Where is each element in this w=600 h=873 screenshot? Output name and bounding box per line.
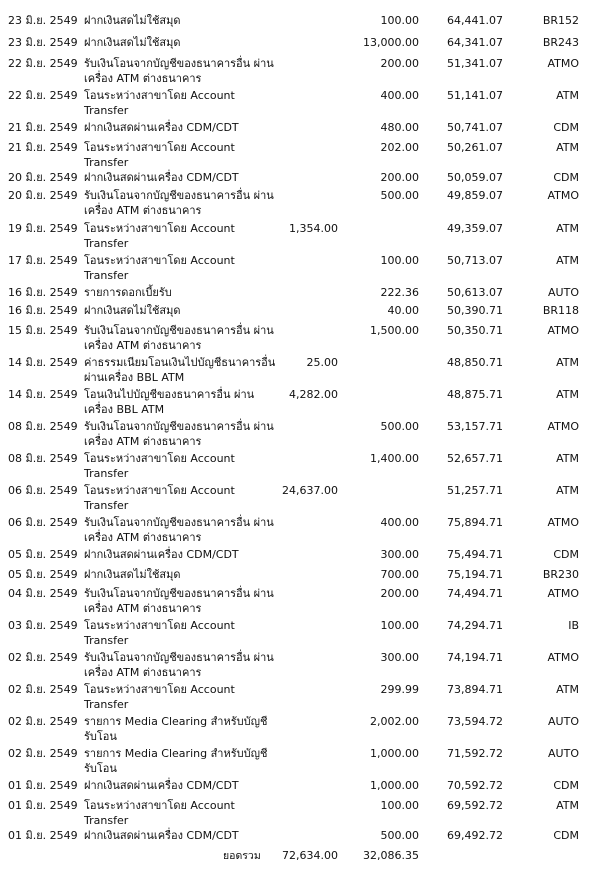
- credit-cell: 700.00: [380, 568, 419, 581]
- description-line-2: Transfer: [84, 814, 129, 827]
- debit-cell: 24,637.00: [282, 484, 338, 497]
- channel-cell: AUTO: [548, 715, 579, 728]
- debit-cell: 25.00: [306, 356, 338, 369]
- channel-cell: CDM: [553, 829, 579, 842]
- description-line-2: เครื่อง BBL ATM: [84, 403, 165, 416]
- date-cell: 19 มิ.ย. 2549: [8, 222, 78, 235]
- balance-cell: 51,141.07: [447, 89, 503, 102]
- channel-cell: ATMO: [547, 324, 579, 337]
- description-line-2: รับโอน: [84, 730, 117, 743]
- channel-cell: BR152: [542, 14, 579, 27]
- balance-cell: 50,390.71: [447, 304, 503, 317]
- description-line-2: Transfer: [84, 104, 129, 117]
- balance-cell: 74,194.71: [447, 651, 503, 664]
- credit-cell: 299.99: [380, 683, 419, 696]
- date-cell: 23 มิ.ย. 2549: [8, 36, 78, 49]
- date-cell: 21 มิ.ย. 2549: [8, 141, 78, 154]
- description-line-1: รับเงินโอนจากบัญชีของธนาคารอื่น ผ่าน: [84, 420, 274, 433]
- credit-cell: 1,000.00: [370, 747, 419, 760]
- balance-cell: 48,875.71: [447, 388, 503, 401]
- channel-cell: CDM: [553, 121, 579, 134]
- credit-cell: 13,000.00: [363, 36, 419, 49]
- description-line-2: รับโอน: [84, 762, 117, 775]
- description-line-1: โอนระหว่างสาขาโดย Account: [84, 619, 235, 632]
- date-cell: 08 มิ.ย. 2549: [8, 420, 78, 433]
- date-cell: 01 มิ.ย. 2549: [8, 829, 78, 842]
- credit-cell: 100.00: [380, 254, 419, 267]
- description-line-1: ฝากเงินสดผ่านเครื่อง CDM/CDT: [84, 121, 239, 134]
- date-cell: 16 มิ.ย. 2549: [8, 304, 78, 317]
- totals-debit: 72,634.00: [282, 849, 338, 862]
- channel-cell: ATMO: [547, 57, 579, 70]
- date-cell: 20 มิ.ย. 2549: [8, 189, 78, 202]
- description-line-1: รายการดอกเบี้ยรับ: [84, 286, 172, 299]
- credit-cell: 1,500.00: [370, 324, 419, 337]
- balance-cell: 50,261.07: [447, 141, 503, 154]
- credit-cell: 400.00: [380, 89, 419, 102]
- credit-cell: 200.00: [380, 57, 419, 70]
- description-line-2: Transfer: [84, 467, 129, 480]
- date-cell: 17 มิ.ย. 2549: [8, 254, 78, 267]
- date-cell: 15 มิ.ย. 2549: [8, 324, 78, 337]
- channel-cell: BR243: [542, 36, 579, 49]
- date-cell: 03 มิ.ย. 2549: [8, 619, 78, 632]
- credit-cell: 200.00: [380, 171, 419, 184]
- balance-cell: 51,341.07: [447, 57, 503, 70]
- description-line-1: รายการ Media Clearing สำหรับบัญชี: [84, 747, 268, 760]
- credit-cell: 480.00: [380, 121, 419, 134]
- balance-cell: 69,592.72: [447, 799, 503, 812]
- balance-cell: 49,359.07: [447, 222, 503, 235]
- channel-cell: IB: [568, 619, 579, 632]
- description-line-1: ฝากเงินสดไม่ใช้สมุด: [84, 36, 181, 49]
- credit-cell: 2,002.00: [370, 715, 419, 728]
- balance-cell: 50,741.07: [447, 121, 503, 134]
- balance-cell: 69,492.72: [447, 829, 503, 842]
- channel-cell: ATM: [556, 683, 579, 696]
- date-cell: 08 มิ.ย. 2549: [8, 452, 78, 465]
- channel-cell: ATMO: [547, 651, 579, 664]
- credit-cell: 222.36: [380, 286, 419, 299]
- description-line-1: รับเงินโอนจากบัญชีของธนาคารอื่น ผ่าน: [84, 587, 274, 600]
- description-line-1: ฝากเงินสดผ่านเครื่อง CDM/CDT: [84, 548, 239, 561]
- balance-cell: 52,657.71: [447, 452, 503, 465]
- balance-cell: 51,257.71: [447, 484, 503, 497]
- channel-cell: ATM: [556, 799, 579, 812]
- balance-cell: 71,592.72: [447, 747, 503, 760]
- description-line-1: โอนระหว่างสาขาโดย Account: [84, 683, 235, 696]
- description-line-1: โอนระหว่างสาขาโดย Account: [84, 222, 235, 235]
- description-line-1: ฝากเงินสดผ่านเครื่อง CDM/CDT: [84, 829, 239, 842]
- totals-label: ยอดรวม: [223, 850, 261, 862]
- description-line-1: ฝากเงินสดไม่ใช้สมุด: [84, 304, 181, 317]
- date-cell: 14 มิ.ย. 2549: [8, 356, 78, 369]
- channel-cell: ATMO: [547, 516, 579, 529]
- date-cell: 04 มิ.ย. 2549: [8, 587, 78, 600]
- date-cell: 21 มิ.ย. 2549: [8, 121, 78, 134]
- debit-cell: 1,354.00: [289, 222, 338, 235]
- channel-cell: ATM: [556, 141, 579, 154]
- channel-cell: ATM: [556, 484, 579, 497]
- credit-cell: 100.00: [380, 14, 419, 27]
- credit-cell: 200.00: [380, 587, 419, 600]
- description-line-1: รับเงินโอนจากบัญชีของธนาคารอื่น ผ่าน: [84, 651, 274, 664]
- totals-credit: 32,086.35: [363, 849, 419, 862]
- channel-cell: ATM: [556, 452, 579, 465]
- description-line-1: โอนระหว่างสาขาโดย Account: [84, 452, 235, 465]
- balance-cell: 50,713.07: [447, 254, 503, 267]
- description-line-1: รับเงินโอนจากบัญชีของธนาคารอื่น ผ่าน: [84, 57, 274, 70]
- description-line-1: โอนระหว่างสาขาโดย Account: [84, 254, 235, 267]
- balance-cell: 48,850.71: [447, 356, 503, 369]
- date-cell: 05 มิ.ย. 2549: [8, 568, 78, 581]
- credit-cell: 40.00: [387, 304, 419, 317]
- description-line-2: เครื่อง ATM ต่างธนาคาร: [84, 204, 202, 217]
- channel-cell: CDM: [553, 779, 579, 792]
- description-line-1: โอนระหว่างสาขาโดย Account: [84, 89, 235, 102]
- description-line-1: ค่าธรรมเนียมโอนเงินไปบัญชีธนาคารอื่น: [84, 356, 276, 369]
- date-cell: 02 มิ.ย. 2549: [8, 747, 78, 760]
- date-cell: 02 มิ.ย. 2549: [8, 683, 78, 696]
- credit-cell: 400.00: [380, 516, 419, 529]
- channel-cell: CDM: [553, 171, 579, 184]
- channel-cell: BR118: [542, 304, 579, 317]
- description-line-2: Transfer: [84, 499, 129, 512]
- credit-cell: 100.00: [380, 619, 419, 632]
- date-cell: 14 มิ.ย. 2549: [8, 388, 78, 401]
- credit-cell: 1,400.00: [370, 452, 419, 465]
- description-line-1: รับเงินโอนจากบัญชีของธนาคารอื่น ผ่าน: [84, 324, 274, 337]
- credit-cell: 100.00: [380, 799, 419, 812]
- debit-cell: 4,282.00: [289, 388, 338, 401]
- date-cell: 05 มิ.ย. 2549: [8, 548, 78, 561]
- description-line-2: เครื่อง ATM ต่างธนาคาร: [84, 72, 202, 85]
- date-cell: 01 มิ.ย. 2549: [8, 799, 78, 812]
- balance-cell: 73,894.71: [447, 683, 503, 696]
- date-cell: 23 มิ.ย. 2549: [8, 14, 78, 27]
- description-line-1: โอนเงินไปบัญชีของธนาคารอื่น ผ่าน: [84, 388, 255, 401]
- date-cell: 06 มิ.ย. 2549: [8, 484, 78, 497]
- description-line-2: เครื่อง ATM ต่างธนาคาร: [84, 435, 202, 448]
- date-cell: 22 มิ.ย. 2549: [8, 57, 78, 70]
- channel-cell: ATM: [556, 254, 579, 267]
- description-line-1: ฝากเงินสดผ่านเครื่อง CDM/CDT: [84, 171, 239, 184]
- date-cell: 16 มิ.ย. 2549: [8, 286, 78, 299]
- channel-cell: ATMO: [547, 189, 579, 202]
- description-line-1: ฝากเงินสดไม่ใช้สมุด: [84, 568, 181, 581]
- description-line-2: เครื่อง ATM ต่างธนาคาร: [84, 531, 202, 544]
- description-line-2: Transfer: [84, 698, 129, 711]
- balance-cell: 64,341.07: [447, 36, 503, 49]
- channel-cell: CDM: [553, 548, 579, 561]
- balance-cell: 74,294.71: [447, 619, 503, 632]
- channel-cell: AUTO: [548, 747, 579, 760]
- description-line-1: ฝากเงินสดผ่านเครื่อง CDM/CDT: [84, 779, 239, 792]
- description-line-2: ผ่านเครื่อง BBL ATM: [84, 371, 185, 384]
- balance-cell: 50,059.07: [447, 171, 503, 184]
- balance-cell: 75,494.71: [447, 548, 503, 561]
- credit-cell: 202.00: [380, 141, 419, 154]
- balance-cell: 49,859.07: [447, 189, 503, 202]
- description-line-2: เครื่อง ATM ต่างธนาคาร: [84, 602, 202, 615]
- channel-cell: ATM: [556, 89, 579, 102]
- date-cell: 06 มิ.ย. 2549: [8, 516, 78, 529]
- date-cell: 01 มิ.ย. 2549: [8, 779, 78, 792]
- credit-cell: 500.00: [380, 829, 419, 842]
- balance-cell: 64,441.07: [447, 14, 503, 27]
- balance-cell: 73,594.72: [447, 715, 503, 728]
- description-line-1: รายการ Media Clearing สำหรับบัญชี: [84, 715, 268, 728]
- balance-cell: 75,194.71: [447, 568, 503, 581]
- description-line-2: เครื่อง ATM ต่างธนาคาร: [84, 339, 202, 352]
- channel-cell: ATM: [556, 388, 579, 401]
- credit-cell: 300.00: [380, 548, 419, 561]
- channel-cell: BR230: [542, 568, 579, 581]
- credit-cell: 1,000.00: [370, 779, 419, 792]
- description-line-2: เครื่อง ATM ต่างธนาคาร: [84, 666, 202, 679]
- balance-cell: 50,350.71: [447, 324, 503, 337]
- credit-cell: 500.00: [380, 420, 419, 433]
- description-line-1: โอนระหว่างสาขาโดย Account: [84, 799, 235, 812]
- channel-cell: ATMO: [547, 587, 579, 600]
- description-line-1: รับเงินโอนจากบัญชีของธนาคารอื่น ผ่าน: [84, 189, 274, 202]
- channel-cell: ATMO: [547, 420, 579, 433]
- balance-cell: 53,157.71: [447, 420, 503, 433]
- credit-cell: 300.00: [380, 651, 419, 664]
- description-line-2: Transfer: [84, 156, 129, 169]
- date-cell: 02 มิ.ย. 2549: [8, 715, 78, 728]
- channel-cell: ATM: [556, 222, 579, 235]
- description-line-1: รับเงินโอนจากบัญชีของธนาคารอื่น ผ่าน: [84, 516, 274, 529]
- balance-cell: 70,592.72: [447, 779, 503, 792]
- channel-cell: ATM: [556, 356, 579, 369]
- credit-cell: 500.00: [380, 189, 419, 202]
- balance-cell: 50,613.07: [447, 286, 503, 299]
- description-line-1: โอนระหว่างสาขาโดย Account: [84, 484, 235, 497]
- date-cell: 02 มิ.ย. 2549: [8, 651, 78, 664]
- channel-cell: AUTO: [548, 286, 579, 299]
- description-line-1: โอนระหว่างสาขาโดย Account: [84, 141, 235, 154]
- description-line-2: Transfer: [84, 237, 129, 250]
- description-line-2: Transfer: [84, 634, 129, 647]
- balance-cell: 75,894.71: [447, 516, 503, 529]
- date-cell: 20 มิ.ย. 2549: [8, 171, 78, 184]
- balance-cell: 74,494.71: [447, 587, 503, 600]
- date-cell: 22 มิ.ย. 2549: [8, 89, 78, 102]
- description-line-1: ฝากเงินสดไม่ใช้สมุด: [84, 14, 181, 27]
- description-line-2: Transfer: [84, 269, 129, 282]
